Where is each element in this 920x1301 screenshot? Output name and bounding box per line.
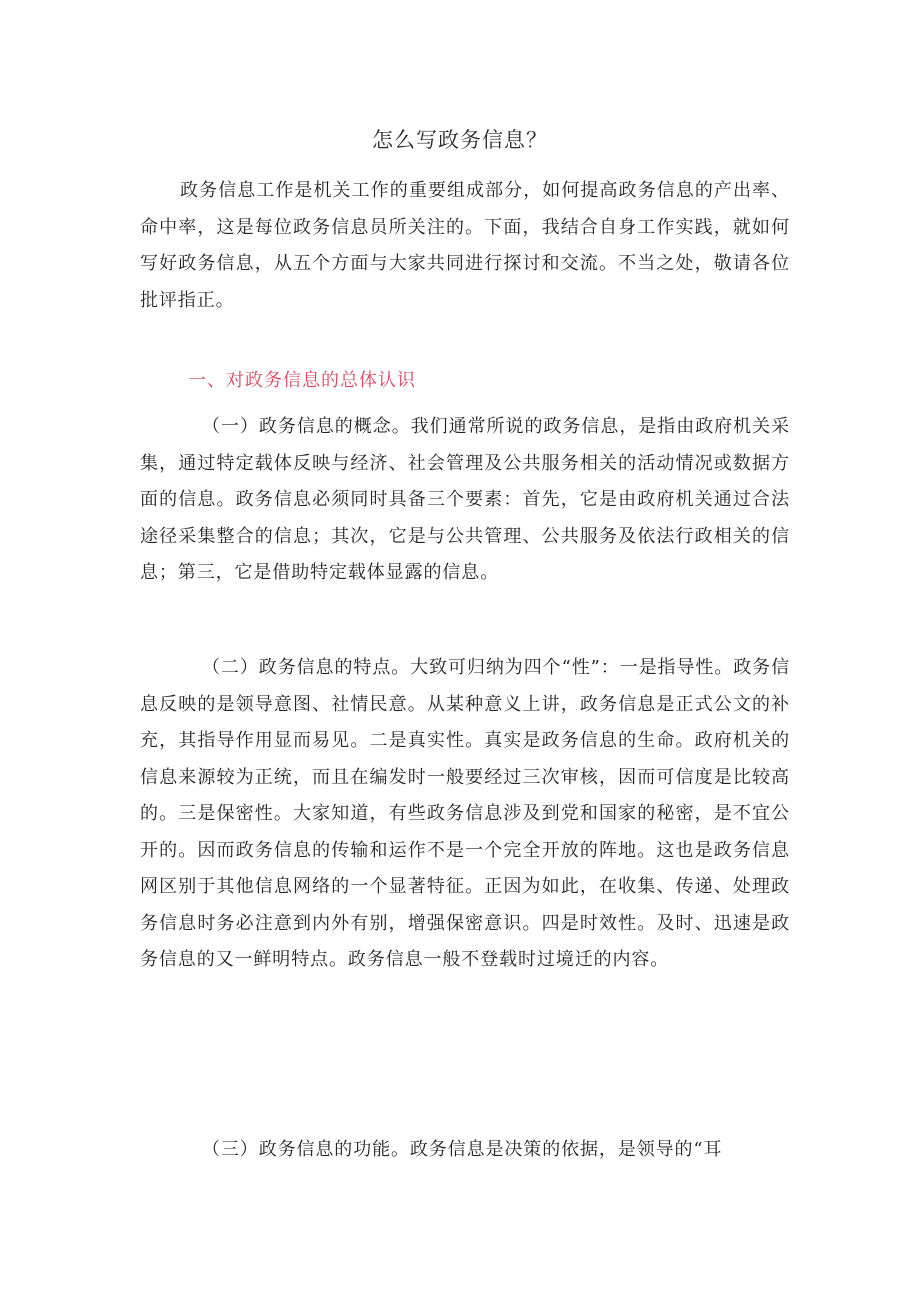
concept-paragraph: （一）政务信息的概念。我们通常所说的政务信息，是指由政府机关采集，通过特定载体反映与经济、社会管理及公共服务相关的活动情况或数据方面的信息。政务信息必须同时具备三个要素：首先，它是由政府机关通过合法途径采集整合的信息；其次，它是与公共管理、公共服务及依法行政相关的信息；第三，它是借助特定载体显露的信息。 [140, 416, 790, 583]
section-heading: 一、对政务信息的总体认识 [188, 370, 416, 391]
features-paragraph: （二）政务信息的特点。大致可归纳为四个“性”：一是指导性。政务信息反映的是领导意图、社情民意。从某种意义上讲，政务信息是正式公文的补充，其指导作用显而易见。二是真实性。真实是政务信息的生命。政府机关的信息来源较为正统，而且在编发时一般要经过三次审核，因而可信度是比较高的。三是保密性。大家知道，有些政务信息涉及到党和国家的秘密，是不宜公开的。因而政务信息的传输和运作不是一个完全开放的阵地。这也是政务信息网区别于其他信息网络的一个显著特征。正因为如此，在收集、传递、处理政务信息时务必注意到内外有别，增强保密意识。四是时效性。及时、迅速是政务信息的又一鲜明特点。政务信息一般不登载时过境迁的内容。 [140, 657, 790, 970]
intro-paragraph: 政务信息工作是机关工作的重要组成部分，如何提高政务信息的产出率、命中率，这是每位政务信息员所关注的。下面，我结合自身工作实践，就如何写好政务信息，从五个方面与大家共同进行探讨和交流。不当之处，敬请各位批评指正。 [140, 180, 790, 311]
functions-paragraph: （三）政务信息的功能。政务信息是决策的依据，是领导的“耳 [202, 1139, 723, 1160]
document-title: 怎么写政务信息？ [372, 128, 548, 152]
